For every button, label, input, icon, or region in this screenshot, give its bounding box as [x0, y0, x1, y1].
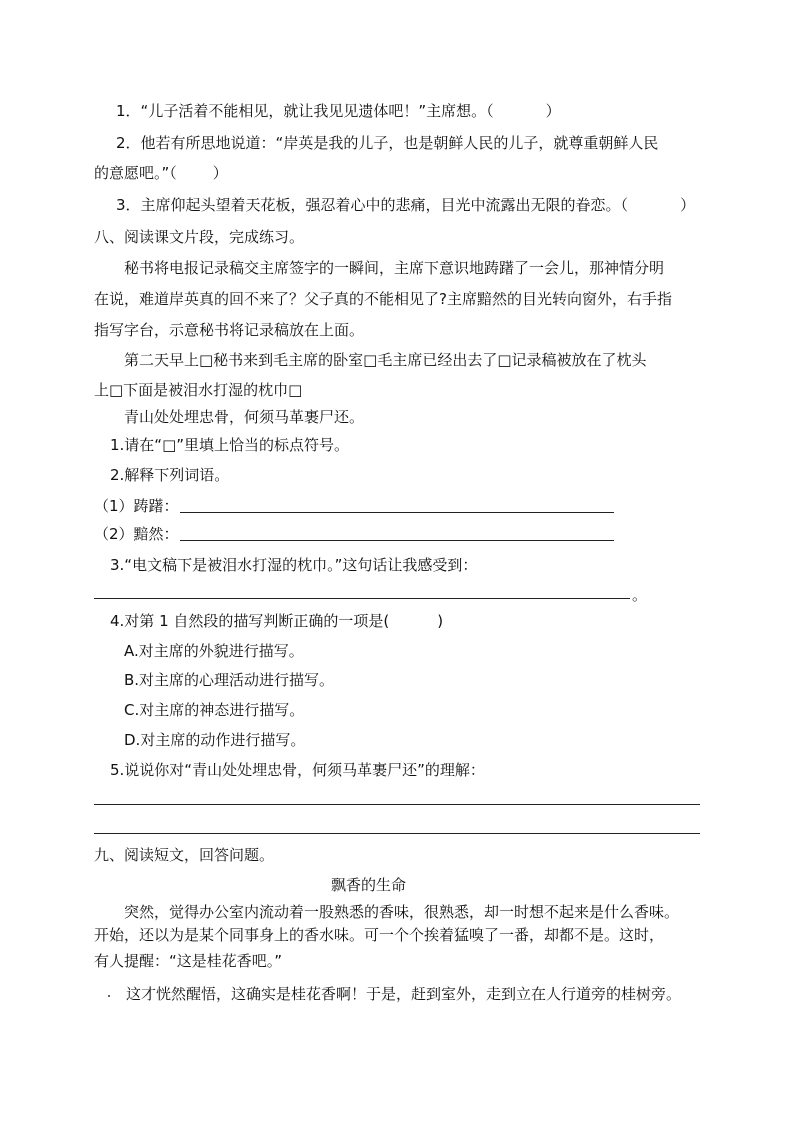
poem-line: 青山处处埋忠骨，何须马革裹尸还。 [124, 408, 365, 426]
article-paragraph-1-line2: 开始，还以为是某个同事身上的香水味。可一个个挨着猛嗅了一番，却都不是。这时， [94, 926, 665, 944]
answer-line-term-1[interactable] [180, 512, 614, 513]
question-4-close: ) [437, 612, 444, 630]
excerpt-paragraph-2-line2: 上□下面是被泪水打湿的枕巾□ [94, 381, 303, 399]
section-8-heading: 八、阅读课文片段，完成练习。 [94, 228, 305, 246]
answer-line-question-5a[interactable] [94, 804, 700, 805]
question-4 [110, 611, 443, 631]
judgment-item-3-close: ） [680, 196, 696, 214]
question-3-period: 。 [632, 586, 648, 604]
judgment-item-3-text: 3．主席仰起头望着天花板，强忍着心中的悲痛，目光中流露出无限的眷恋。（ [116, 196, 629, 214]
article-title: 飘香的生命 [331, 876, 407, 894]
section-9-heading: 九、阅读短文，回答问题。 [94, 846, 275, 864]
article-paragraph-2: 这才恍然醒悟，这确实是桂花香啊！于是，赶到室外，走到立在人行道旁的桂树旁。 [126, 985, 682, 1003]
option-b: B.对主席的心理活动进行描写。 [124, 671, 335, 689]
judgment-item-1-text: 1．“儿子活着不能相见，就让我见见遗体吧！”主席想。（ [116, 102, 494, 120]
judgment-item-1-close: ） [545, 102, 561, 120]
judgment-item-1 [116, 101, 561, 121]
article-paragraph-1-line1: 突然，觉得办公室内流动着一股熟悉的香味，很熟悉，却一时想不起来是什么香味。 [124, 903, 680, 921]
judgment-item-2-text: 的意愿吧。”（ [94, 164, 177, 182]
option-a: A.对主席的外貌进行描写。 [124, 642, 304, 660]
question-2: 2.解释下列词语。 [110, 466, 230, 484]
question-2-term-2: （2）黯然： [94, 525, 179, 543]
excerpt-paragraph-2-line1: 第二天早上□秘书来到毛主席的卧室□毛主席已经出去了□记录稿被放在了枕头 [124, 351, 647, 369]
excerpt-paragraph-1-line3: 指写字台，示意秘书将记录稿放在上面。 [94, 321, 365, 339]
answer-line-term-2[interactable] [180, 540, 614, 541]
option-d: D.对主席的动作进行描写。 [124, 731, 306, 749]
question-3: 3.“电文稿下是被泪水打湿的枕巾。”这句话让我感受到： [110, 556, 478, 574]
excerpt-paragraph-1-line1: 秘书将电报记录稿交主席签字的一瞬间，主席下意识地踌躇了一会儿，那神情分明 [124, 259, 665, 277]
article-paragraph-1-line3: 有人提醒：“这是桂花香吧。” [94, 952, 283, 970]
answer-line-question-3[interactable] [94, 598, 630, 599]
judgment-item-2-line2 [94, 163, 228, 183]
question-2-term-1: （1）踌躇： [94, 497, 179, 515]
judgment-item-3 [116, 195, 695, 215]
option-c: C.对主席的神态进行描写。 [124, 701, 305, 719]
question-5: 5.说说你对“青山处处埋忠骨，何须马革裹尸还”的理解： [110, 761, 485, 779]
judgment-item-2-close: ） [212, 164, 228, 182]
question-4-text: 4.对第 1 自然段的描写判断正确的一项是( [110, 612, 390, 630]
question-1: 1.请在“□”里填上恰当的标点符号。 [110, 436, 350, 454]
judgment-item-2-line1: 2．他若有所思地说道：“岸英是我的儿子，也是朝鲜人民的儿子，就尊重朝鲜人民 [116, 134, 659, 152]
stray-dot [108, 995, 110, 997]
excerpt-paragraph-1-line2: 在说，难道岸英真的回不来了？父子真的不能相见了?主席黯然的目光转向窗外，右手指 [94, 290, 672, 308]
answer-line-question-5b[interactable] [94, 833, 700, 834]
